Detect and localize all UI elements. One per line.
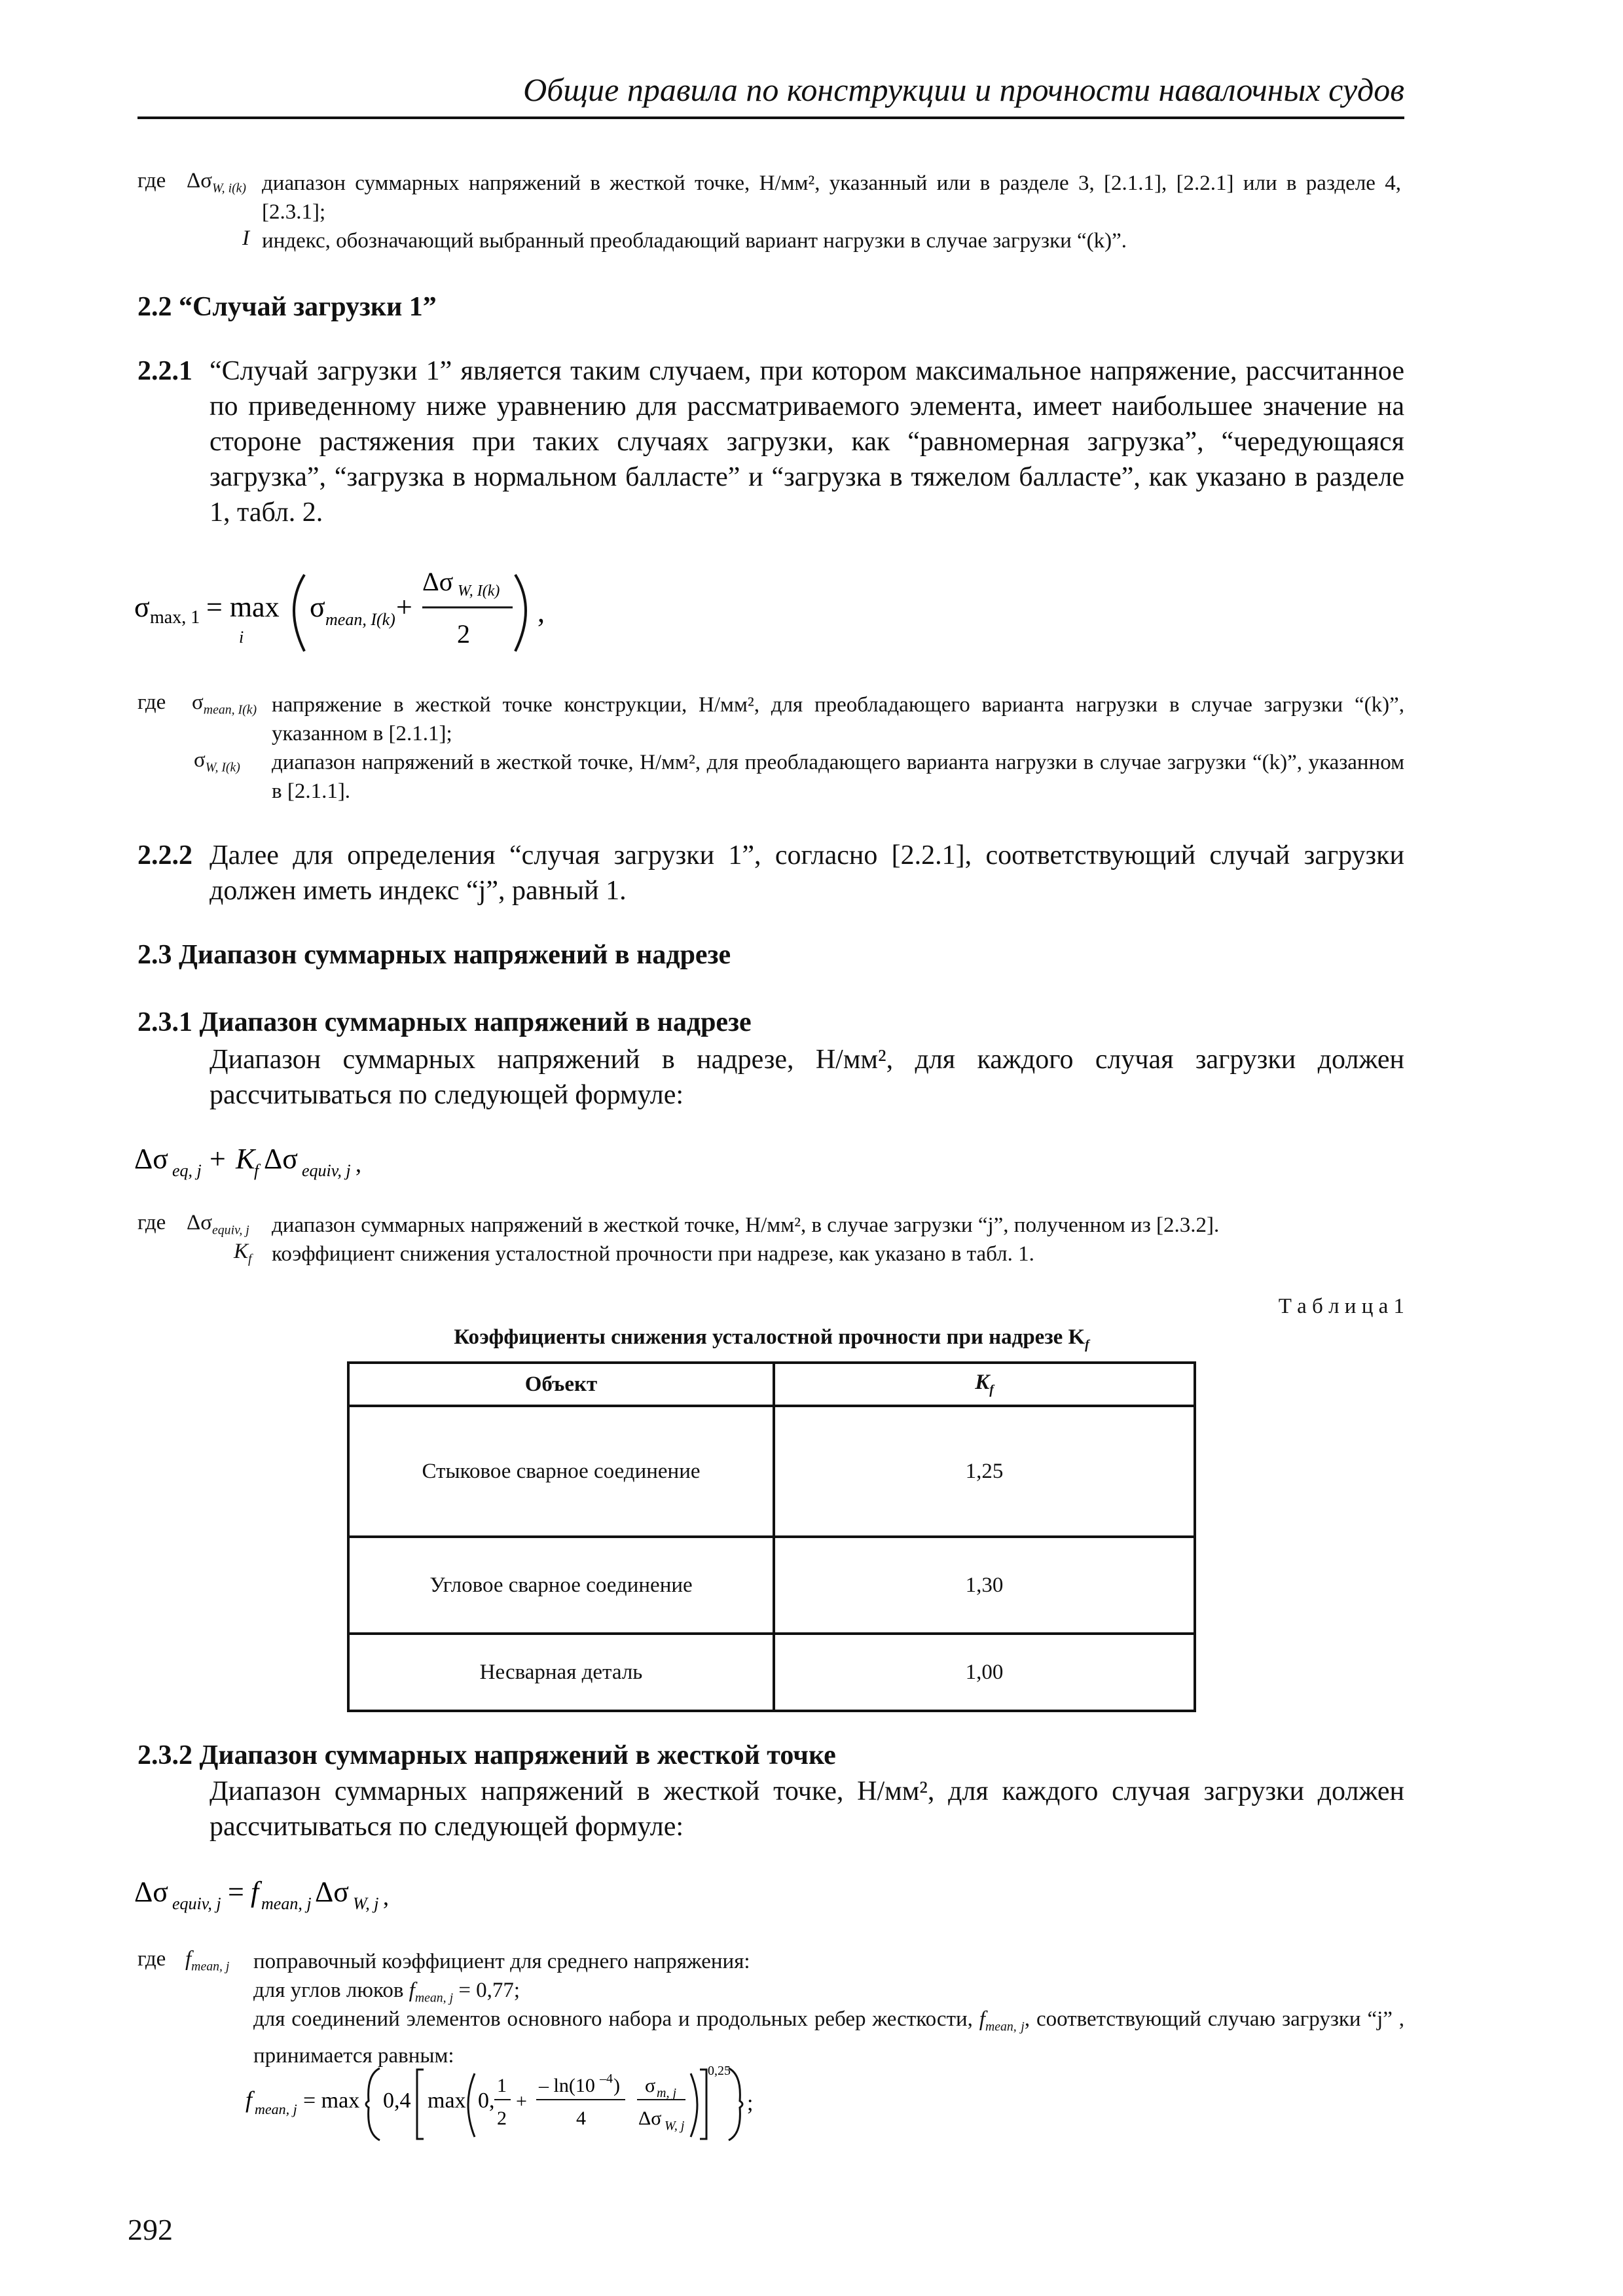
symbol-kf: $K_f$ [234,1240,252,1266]
formula-delta-sigma-equiv [134,1869,409,1921]
definition-text: поправочный коэффициент для среднего напряжения: [253,1950,750,1973]
svg-text:max, 1: max, 1 [150,607,200,628]
symbol-delta-sigma-w: $\Delta\sigma_{W, i(k)}$ [187,169,247,196]
svg-text:f: f [254,1161,259,1180]
paragraph-text: Диапазон суммарных напряжений в жесткой точке, Н/мм², для каждого случая загрузки должен рассчитываться по следующей формуле: [210,1776,1404,1842]
symbol-f-mean: $f_{mean, j}$ [185,1947,230,1974]
subsection-heading: 2.3.2 Диапазон суммарных напряжений в жесткой точке [137,1740,836,1770]
column-header-object: Объект [348,1363,774,1406]
svg-text:,: , [538,596,545,628]
table-cell-kf: 1,25 [774,1406,1195,1537]
where-label: где [137,1211,166,1234]
paragraph-number: 2.2.2 [137,840,192,870]
definition-text: индекс, обозначающий выбранный преобладающий вариант нагрузки в случае загрузки “(k)”. [262,229,1127,253]
svg-text:= max: = max [206,591,280,623]
table-label: Т а б л и ц а 1 [1278,1295,1404,1318]
section-heading: 2.3 Диапазон суммарных напряжений в надрезе [137,940,731,970]
svg-text:4: 4 [576,2108,586,2129]
column-header-kf: $K_f$ [774,1363,1195,1406]
table-cell-kf: 1,30 [774,1537,1195,1634]
svg-text:mean, j: mean, j [255,2101,297,2117]
svg-text:Δσ: Δσ [422,567,454,596]
table-cell-kf: 1,00 [774,1634,1195,1711]
svg-text:f: f [246,2087,253,2113]
definition-text: коэффициент снижения усталостной прочности при надрезе, как указано в табл. 1. [272,1242,1034,1266]
subsection-heading: 2.3.1 Диапазон суммарных напряжений в надрезе [137,1007,752,1037]
svg-text:mean, j: mean, j [261,1894,312,1913]
symbol-i: I [242,226,249,250]
table-caption: Коэффициенты снижения усталостной прочности при надрезе $K_f$ [454,1325,1089,1352]
table-notch-factors [347,1361,1196,1712]
page-number: 292 [128,2213,173,2246]
svg-text:f: f [251,1876,259,1908]
svg-text:Δσ: Δσ [264,1143,299,1175]
definition-text: диапазон суммарных напряжений в жесткой точке, Н/мм², указанный или в разделе 3, [2.1.1], [2.2.1] или в разделе 4, [2.3.1]; [262,171,1401,224]
definition-text: напряжение в жесткой точке конструкции, Н/мм², для преобладающего варианта нагрузки в случае загрузки “(k)”, указанном в [2.1.1]; [272,693,1404,745]
svg-text:σ: σ [645,2075,656,2096]
svg-text:,: , [383,1884,389,1910]
paragraph-text: Далее для определения “случая загрузки 1”, согласно [2.2.1], соответствующий случай загрузки должен иметь индекс “j”, равный 1. [210,840,1404,906]
svg-text:=: = [228,1876,244,1908]
section-heading: 2.2 “Случай загрузки 1” [137,292,437,322]
svg-text:equiv, j: equiv, j [302,1161,351,1180]
svg-text:Δσ: Δσ [315,1876,350,1908]
formula-f-mean [246,2055,769,2153]
svg-text:σ: σ [310,591,325,623]
svg-text:+: + [210,1143,226,1175]
table-cell-object: Стыковое сварное соединение [348,1406,774,1537]
svg-text:0,4: 0,4 [383,2089,411,2113]
svg-text:= max: = max [303,2089,360,2113]
table-row [348,1406,1195,1537]
svg-text:Δσ: Δσ [134,1876,169,1908]
svg-text:eq, j: eq, j [172,1161,202,1180]
svg-text:W, I(k): W, I(k) [458,583,500,600]
formula-sigma-max [134,563,553,661]
svg-text:;: ; [747,2091,754,2115]
svg-text:W, j: W, j [353,1894,379,1913]
svg-text:2: 2 [457,619,470,649]
svg-text:–4: –4 [600,2072,613,2086]
svg-text:+: + [396,591,412,623]
svg-text:K: K [236,1143,255,1175]
svg-text:i: i [239,628,244,647]
symbol-delta-sigma-equiv: $\Delta\sigma_{equiv, j}$ [187,1211,249,1238]
definition-text: диапазон напряжений в жесткой точке, Н/мм², для преобладающего варианта нагрузки в случае загрузки “(k)”, указанном в [2.1.1]. [272,751,1404,803]
where-label: где [137,1947,166,1971]
paragraph-text: “Случай загрузки 1” является таким случаем, при котором максимальное напряжение, рассчитанное по приведенному ниже уравнению для рассматриваемого элемента, имеет наибольшее значение на стороне растяжения при таких случаях загрузки, как “равномерная загрузка”, “чередующаяся загрузка”, “загрузка в нормальном балласте” и “загрузка в тяжелом балласте”, как указано в разделе 1, табл. 2. [210,356,1404,528]
svg-text:): ) [613,2075,620,2096]
table-cell-object: Угловое сварное соединение [348,1537,774,1634]
svg-text:Δσ: Δσ [638,2108,662,2129]
table-cell-object: Несварная деталь [348,1634,774,1711]
header-rule [137,117,1404,119]
svg-text:max: max [428,2089,466,2113]
formula-delta-sigma-eq [134,1136,409,1188]
svg-text:σ: σ [134,591,150,623]
table-row [348,1537,1195,1634]
definition-text: диапазон суммарных напряжений в жесткой точке, Н/мм², в случае загрузки “j”, полученном из [2.3.2]. [272,1213,1220,1237]
svg-text:2: 2 [497,2108,507,2129]
svg-text:1: 1 [497,2075,507,2096]
paragraph-text: Диапазон суммарных напряжений в надрезе, Н/мм², для каждого случая загрузки должен рассчитываться по следующей формуле: [210,1045,1404,1110]
running-header: Общие правила по конструкции и прочности навалочных судов [523,71,1404,108]
svg-text:0,: 0, [478,2089,495,2113]
where-label: где [137,169,166,192]
svg-text:equiv, j: equiv, j [172,1894,221,1913]
svg-text:+: + [516,2090,527,2112]
definition-text-hatch: для углов люков $f_{mean, j} = 0,77$; [253,1979,520,2005]
svg-text:Δσ: Δσ [134,1143,169,1175]
where-label: где [137,691,166,714]
svg-text:W, j: W, j [665,2119,685,2133]
svg-text:– ln(10: – ln(10 [539,2075,595,2096]
svg-text:,: , [356,1151,361,1177]
definition-text-joints: для соединений элементов основного набора и продольных ребер жесткости, $f_{mean, j}$, соответствующий случаю загрузки “j” , принимается равным: [253,2007,1405,2068]
paragraph-number: 2.2.1 [137,356,192,386]
symbol-sigma-mean: $\sigma_{mean, I(k)}$ [192,691,257,717]
table-row [348,1634,1195,1711]
svg-text:mean, I(k): mean, I(k) [325,610,395,629]
svg-text:0,25: 0,25 [708,2064,731,2078]
svg-text:m, j: m, j [657,2086,676,2100]
symbol-sigma-w: $\sigma_{W, I(k)}$ [194,748,240,775]
